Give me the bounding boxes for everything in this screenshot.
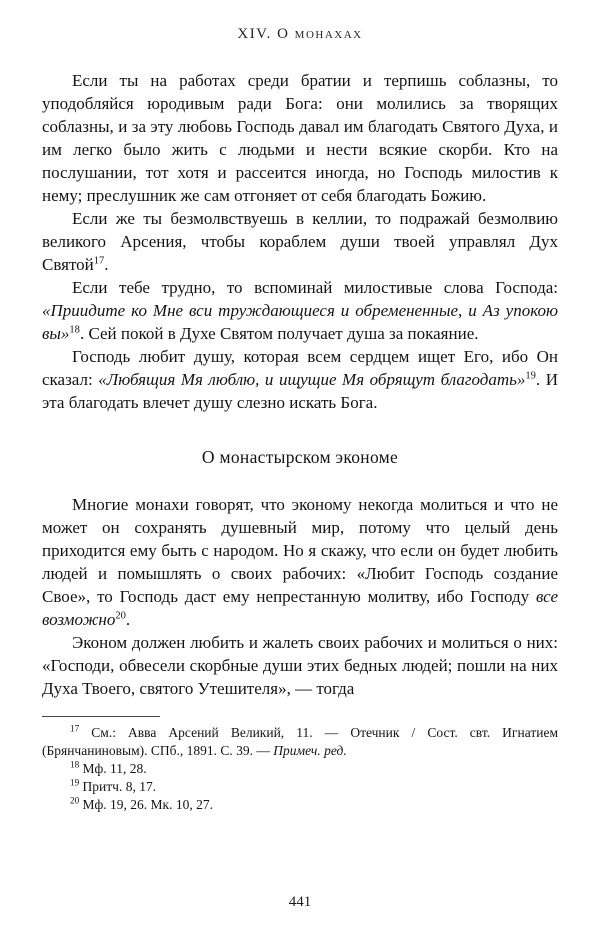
text-run: . xyxy=(104,255,109,274)
footnote-reference: 18 xyxy=(69,324,80,336)
paragraph xyxy=(42,276,558,345)
paragraph xyxy=(42,69,558,207)
text-run: Мф. 19, 26. Мк. 10, 27. xyxy=(82,797,213,812)
footnote-reference: 20 xyxy=(115,610,126,622)
text-run: См.: Авва Арсений Великий, 11. — Отечник / Сост. свт. Игнатием (Брянчаниновым). СПб., 1891. С. 39. — xyxy=(42,725,558,758)
text-run: . xyxy=(125,610,131,629)
section-heading: О монастырском экономе xyxy=(201,447,399,467)
text-run: Если тебе трудно, то вспоминай милостивые слова Господа: xyxy=(72,278,558,297)
italic-text: все возможно xyxy=(42,587,558,629)
text-run: . Сей покой в Духе Святом получает душа за покаяние. xyxy=(79,324,479,343)
footnote-separator xyxy=(42,716,160,717)
footnotes xyxy=(42,724,558,814)
footnote xyxy=(42,796,558,814)
footnote-reference: 17 xyxy=(93,255,105,267)
paragraph xyxy=(42,207,558,276)
text-run: Если ты на работах среди братии и терпишь соблазны, то уподобляйся юродивым ради Бога: они молились за творящих соблазны, и за эту любовь Господь давал им благодать Святого Духа, и им легко было жить с людьми и нести всякие скорби. Кто на послушании, тот хотя и рассеится иногда, но Господь милостив к нему; преслушник же сам отгоняет от себя благодать Божию. xyxy=(42,71,558,205)
text-run: Притч. 8, 17. xyxy=(82,779,157,794)
footnote-number: 20 xyxy=(70,795,80,806)
italic-text: «Любящия Мя люблю, и ищущие Мя обрящут благодать» xyxy=(98,370,526,389)
footnote xyxy=(42,724,558,760)
italic-text: «Приидите ко Мне вси труждающиеся и обремененные, и Аз упокою вы» xyxy=(42,301,558,343)
paragraph xyxy=(42,345,558,414)
page-number: 441 xyxy=(288,894,312,910)
running-head: XIV. О монахах xyxy=(237,26,363,42)
footnote-number: 17 xyxy=(70,723,80,734)
text-run: Если же ты безмолвствуешь в келлии, то подражай безмолвию великого Арсения, чтобы кораблем души твоей управлял Дух Святой xyxy=(42,209,558,274)
footnote-reference: 19 xyxy=(525,370,536,382)
body-content xyxy=(42,69,558,700)
text-run: Эконом должен любить и жалеть своих рабочих и молиться о них: «Господи, обвесели скорбные души этих бедных людей; пошли на них Духа Твоего, святого Утешителя», — тогда xyxy=(42,633,558,698)
text-run: . И эта благодать влечет душу слезно искать Бога. xyxy=(42,370,558,412)
text-run: Господь любит душу, которая всем сердцем ищет Его, ибо Он сказал: xyxy=(42,347,558,389)
footnote-number: 18 xyxy=(70,759,80,770)
footnote xyxy=(42,778,558,796)
text-run: Многие монахи говорят, что эконому некогда молиться и что не может он сохранять душевный мир, потому что целый день приходится ему быть с народом. Но я скажу, что если он будет любить людей и помышлять о своих рабочих: «Любит Господь создание Свое», то Господь даст ему непрестанную молитву, ибо Господу xyxy=(42,495,558,606)
footnote xyxy=(42,760,558,778)
footnote-number: 19 xyxy=(70,777,80,788)
paragraph xyxy=(42,631,558,700)
footnote-area xyxy=(42,716,558,814)
italic-text: Примеч. ред. xyxy=(273,743,347,758)
text-run: Мф. 11, 28. xyxy=(82,761,147,776)
paragraph xyxy=(42,493,558,631)
